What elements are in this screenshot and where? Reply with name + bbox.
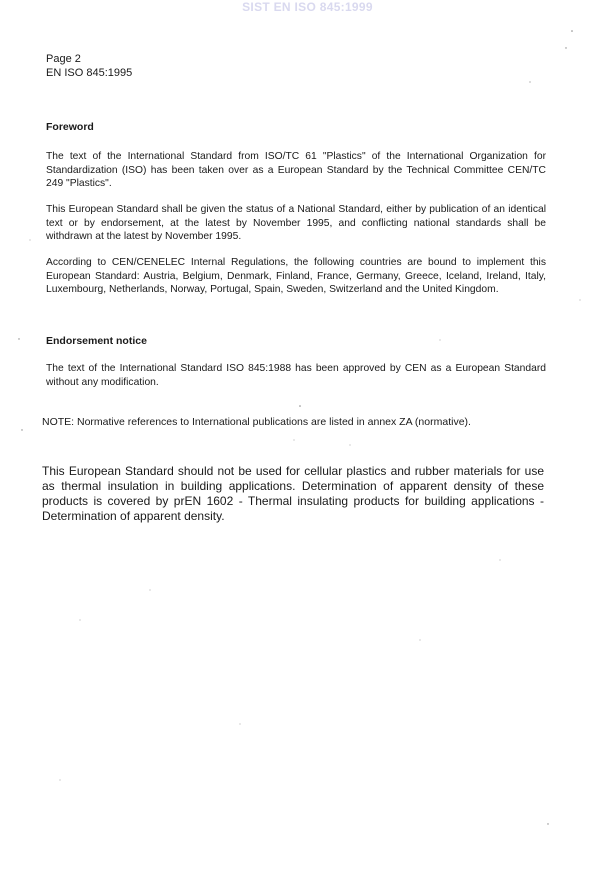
- foreword-paragraph-3: According to CEN/CENELEC Internal Regulations, the following countries are bound to implement this European Standard: Austria, Belgium, Denmark, Finland, France, Germany, Greece, Iceland, Ireland, Italy, Luxembourg, Netherlands, Norway, Portugal, Spain, Sweden, Switzerland and the United Kingdom.: [46, 257, 546, 295]
- foreword-heading: Foreword: [46, 121, 94, 133]
- endorsement-text: The text of the International Standard ISO 845:1988 has been approved by CEN as a European Standard without any modification.: [46, 363, 546, 388]
- normative-note: NOTE: Normative references to International publications are listed in annex ZA (normative).: [42, 416, 471, 428]
- watermark: SIST EN ISO 845:1999: [242, 0, 373, 14]
- foreword-paragraph-1: The text of the International Standard from ISO/TC 61 "Plastics" of the International Organization for Standardization (ISO) has been taken over as a European Standard by the Technical Committee CEN/TC 249 "Plastics".: [46, 151, 546, 189]
- endorsement-heading: Endorsement notice: [46, 335, 147, 347]
- final-statement: This European Standard should not be used for cellular plastics and rubber materials for use as thermal insulation in building applications. Determination of apparent density of these products is covered by prEN 1602 - Thermal insulating products for building applications - Determination of apparent density.: [42, 464, 544, 523]
- page-header: [46, 52, 132, 80]
- foreword-paragraph-2: This European Standard shall be given the status of a National Standard, either by publication of an identical text or by endorsement, at the latest by November 1995, and conflicting national standards shall be withdrawn at the latest by November 1995.: [46, 204, 546, 242]
- page-number: Page 2: [46, 53, 81, 65]
- standard-id: EN ISO 845:1995: [46, 67, 133, 79]
